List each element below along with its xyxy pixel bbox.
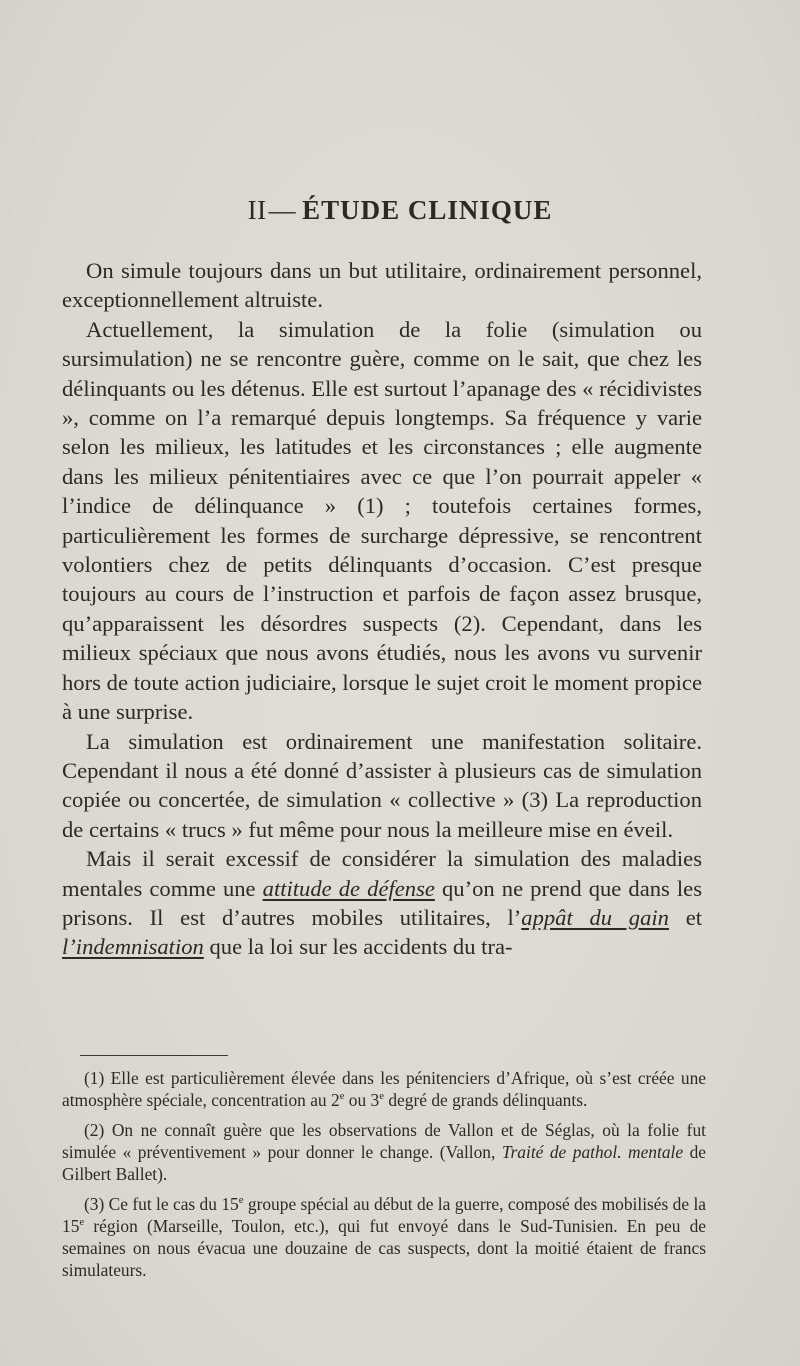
body-text	[62, 256, 702, 962]
chapter-heading	[0, 193, 800, 227]
footnote-2-text-a: (2) On ne connaît guère que les observations de Vallon et de Séglas, où la folie fut simulée « préventivement » pour donner le change. (Vallon,	[62, 1120, 706, 1162]
chapter-title: ÉTUDE CLINIQUE	[302, 195, 553, 225]
paragraph-2: Actuellement, la simulation de la folie (simulation ou sursimulation) ne se rencontre guère, comme on le sait, que chez les délinquants ou les détenus. Elle est surtout l’apanage des « récidivistes », comme on l’a remarqué depuis longtemps. Sa fréquence y varie selon les milieux, les latitudes et les circonstances ; elle augmente dans les milieux pénitentiaires avec ce que l’on pourrait appeler « l’indice de délinquance » (1) ; toutefois certaines formes, particulièrement les formes de surcharge dépressive, se rencontrent volontiers chez de petits délinquants d’occasion. C’est presque toujours au cours de l’instruction et parfois de façon assez brusque, qu’apparaissent les désordres suspects (2). Cependant, dans les milieux spéciaux que nous avons étudiés, nous les avons vu survenir hors de toute action judiciaire, lorsque le sujet croit le moment propice à une surprise.	[62, 316, 702, 725]
footnote-3-text-c: région (Marseille, Toulon, etc.), qui fut envoyé dans le Sud-Tunisien. En peu de semaines on nous évacua une douzaine de cas suspects, dont la moitié étaient de francs simulateurs.	[62, 1216, 706, 1280]
footnote-2	[62, 1119, 706, 1185]
paragraph-4-text-c: qu’on ne prend que dans les prisons. Il est d’autres mobiles utilitaires, l’	[62, 875, 702, 930]
footnote-1-sup-2: e	[379, 1090, 384, 1103]
footnote-3-sup-1: e	[238, 1194, 244, 1207]
footnote-2-text-c: de Gilbert Ballet).	[62, 1142, 706, 1184]
paragraph-4-text-a: Mais il serait excessif de considérer la simulation des maladies mentales comme une	[62, 846, 702, 901]
paragraph-3: La simulation est ordinairement une manifestation solitaire. Cependant il nous a été donné d’assister à plusieurs cas de simulation copiée ou concertée, de simulation « collective » (3) La reproduction de certains « trucs » fut même pour nous la meilleure mise en éveil.	[62, 728, 702, 842]
footnote-1	[62, 1067, 706, 1111]
footnote-3-text-a: (3) Ce fut le cas du 15	[84, 1194, 239, 1214]
paragraph-4	[62, 844, 702, 962]
paragraph-1: On simule toujours dans un but utilitaire, ordinairement personnel, exceptionnellement altruiste.	[62, 258, 702, 313]
emphasis-appat-du-gain: appât du gain	[521, 904, 669, 930]
paragraph-4-text-e: et	[668, 904, 702, 930]
footnote-1-text-c: degré de grands délinquants.	[384, 1090, 588, 1110]
footnote-3	[62, 1193, 706, 1281]
heading-dash: —	[268, 195, 297, 225]
footnote-separator	[80, 1055, 228, 1056]
footnote-1-text-b: ou 3	[344, 1090, 380, 1110]
footnotes	[62, 1067, 706, 1289]
footnote-3-text-b: groupe spécial au début de la guerre, composé des mobilisés de la 15	[62, 1194, 706, 1236]
emphasis-attitude-de-defense: attitude de défense	[262, 875, 435, 901]
footnote-2-italic-title: Traité de pathol. mentale	[501, 1142, 684, 1162]
chapter-number: II	[247, 195, 267, 225]
footnote-1-sup-1: e	[339, 1090, 345, 1103]
footnote-1-text-a: (1) Elle est particulièrement élevée dans les pénitenciers d’Afrique, où s’est créée une atmosphère spéciale, concentration au 2	[62, 1068, 706, 1110]
footnote-3-sup-2: e	[79, 1216, 85, 1229]
paragraph-4-text-g: que la loi sur les accidents du tra-	[203, 934, 513, 960]
emphasis-indemnisation: l’indemnisation	[62, 934, 204, 960]
